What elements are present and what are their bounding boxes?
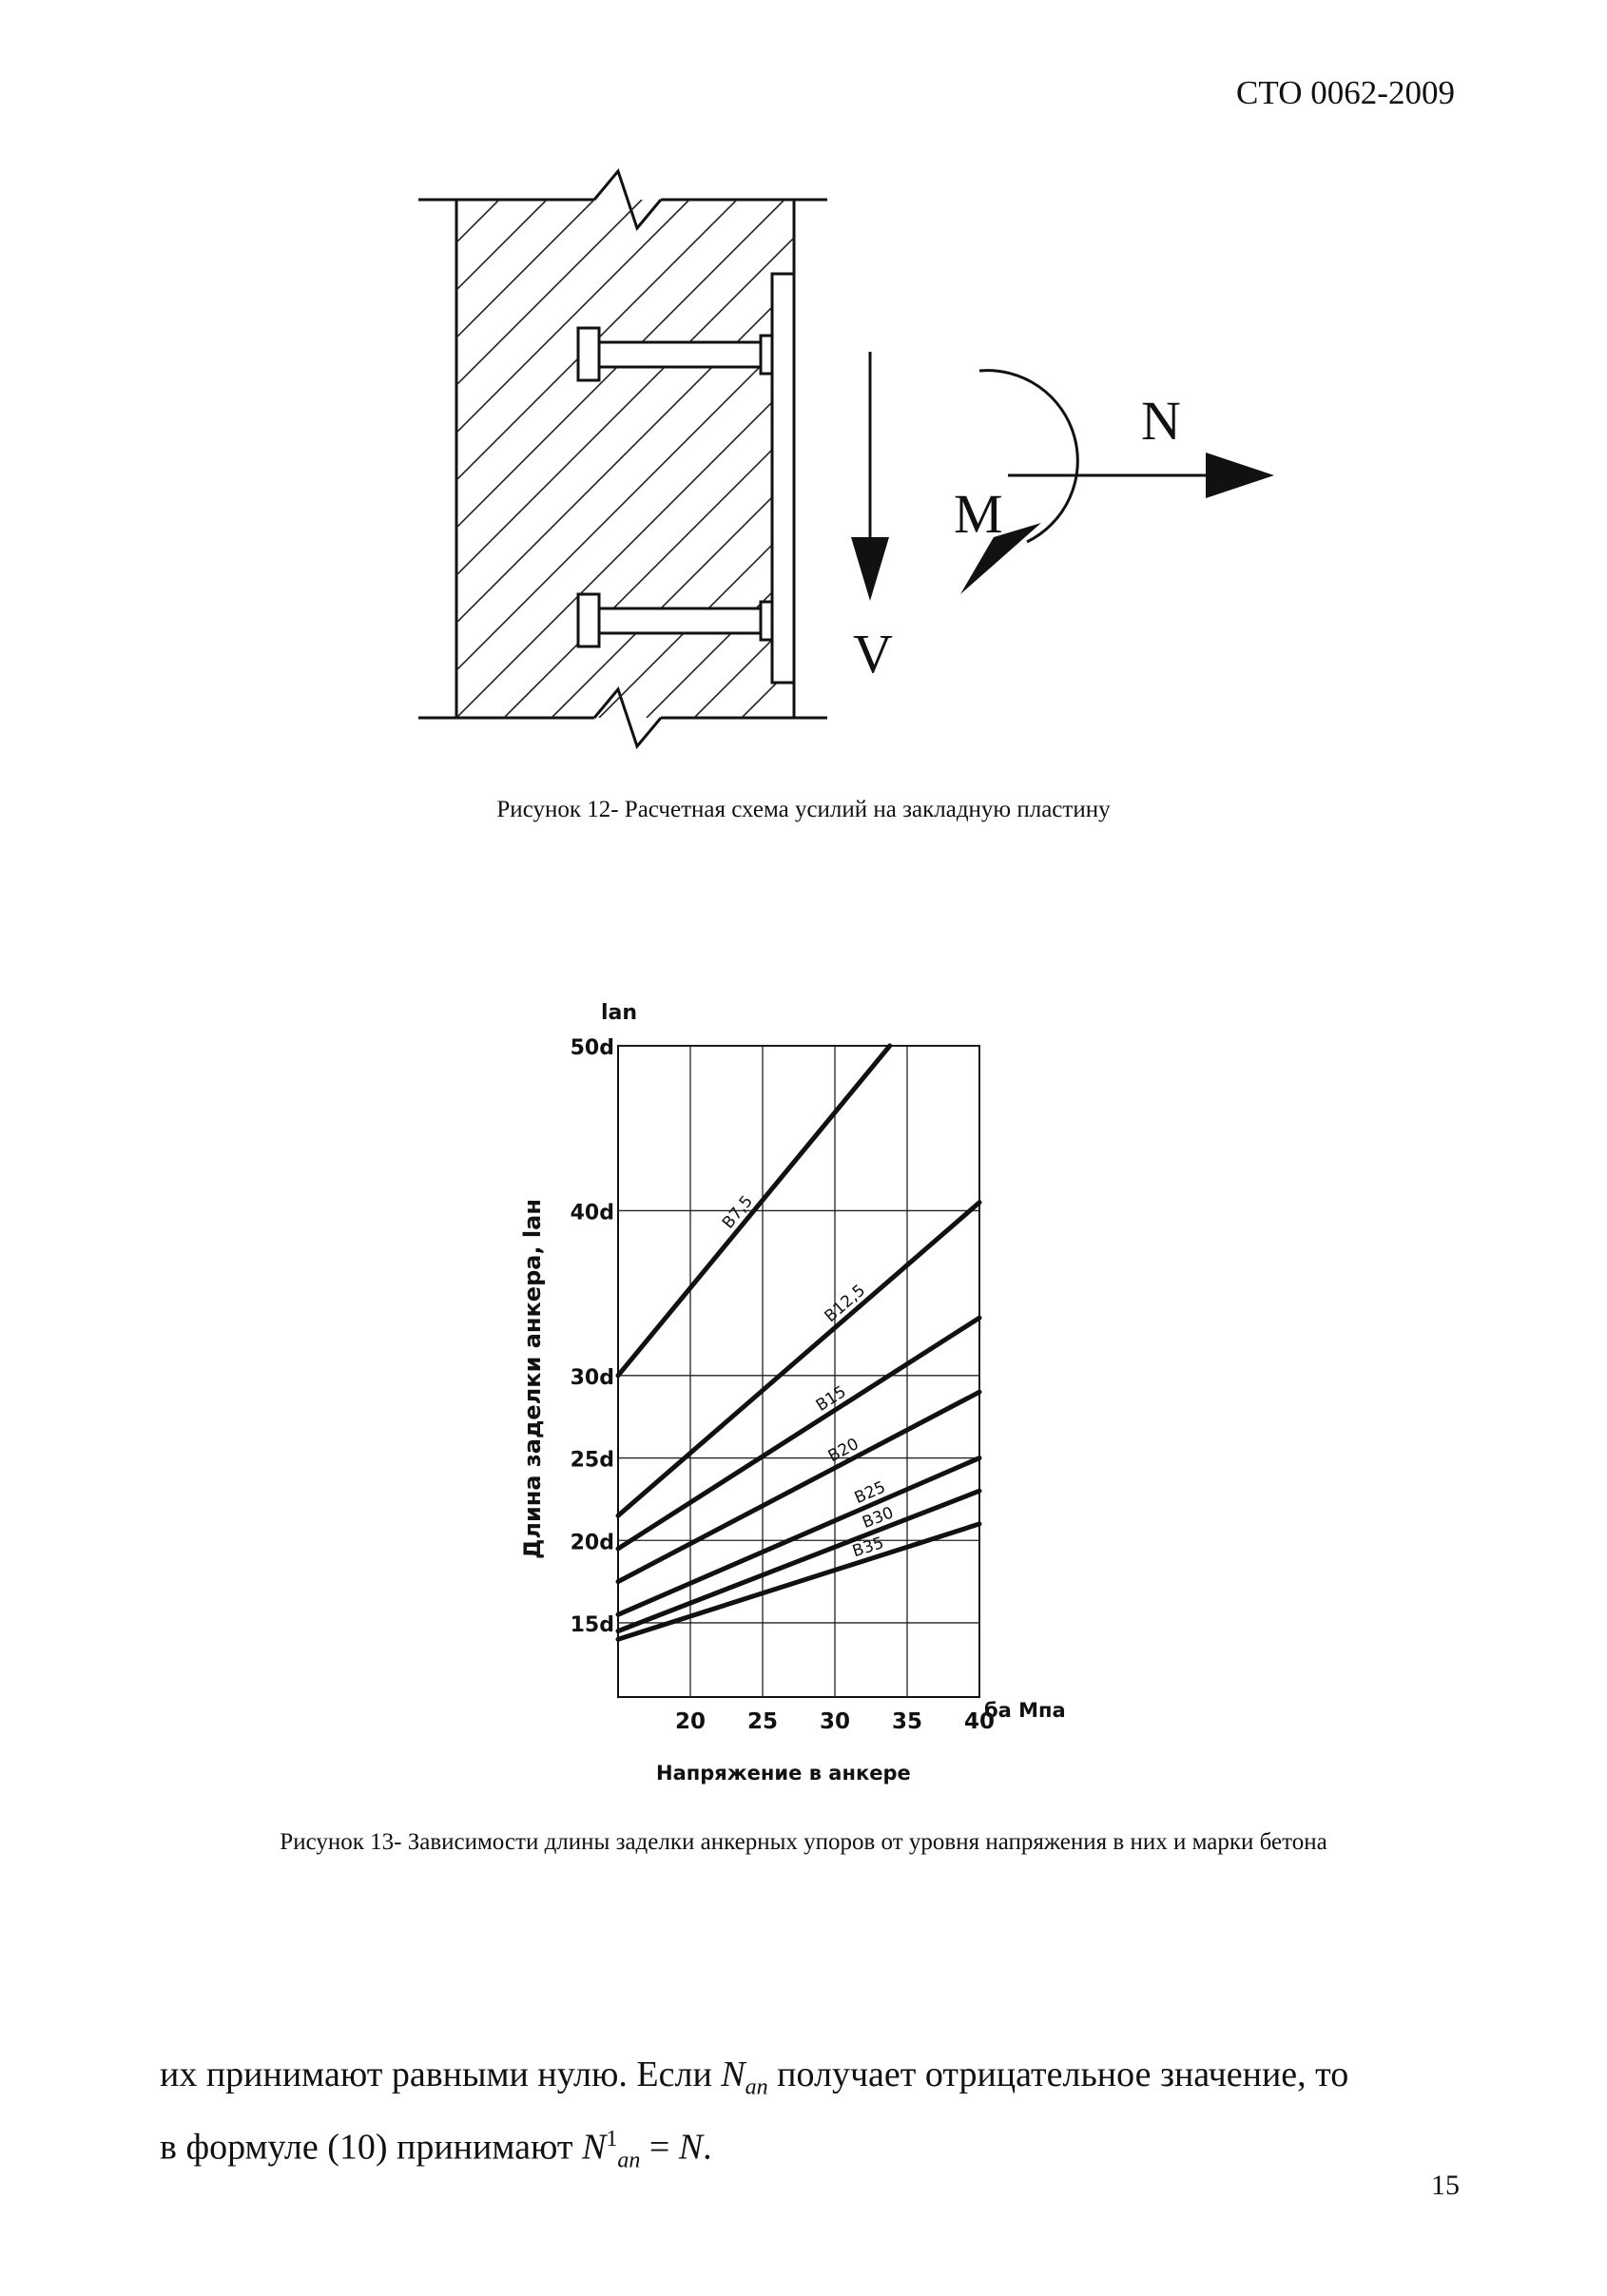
var-n-formula: N: [582, 2127, 607, 2168]
shear-force-arrow: [851, 352, 889, 601]
y-tick-label: 20d: [570, 1531, 614, 1555]
series-line: [618, 1458, 979, 1615]
page-number: 15: [1431, 2170, 1460, 2201]
ylabel: Длина заделки анкера, lан: [519, 1199, 546, 1559]
anchor-bottom: [578, 594, 772, 646]
x-unit-label: ба Мпа: [984, 1699, 1066, 1722]
var-n-result: N: [678, 2127, 704, 2168]
wall-hatching: [409, 200, 1260, 718]
body-line-1: [160, 2049, 1491, 2113]
y-tick-label: 50d: [570, 1036, 614, 1060]
document-code: СТО 0062-2009: [1236, 74, 1455, 111]
var-n: N: [721, 2055, 745, 2094]
figure-12-diagram: [409, 162, 1284, 780]
series-label: B35: [850, 1534, 886, 1562]
x-tick-label: 40: [963, 1709, 996, 1734]
chart-grid: [618, 1046, 979, 1697]
text-fragment: получает отрицательное значение, то: [767, 2055, 1349, 2094]
label-n: N: [1141, 390, 1181, 452]
xlabel: Напряжение в анкере: [656, 1762, 911, 1785]
series-label: B30: [860, 1503, 897, 1534]
label-v: V: [853, 623, 893, 685]
normal-force-arrow: [1008, 453, 1274, 498]
label-m: M: [954, 483, 1003, 545]
y-tick-label: 15d: [570, 1612, 614, 1637]
sup-1: 1: [606, 2126, 618, 2151]
sub-an: an: [745, 2074, 768, 2100]
period: .: [703, 2127, 712, 2168]
chart-labels: [571, 1036, 995, 1734]
x-tick-label: 20: [674, 1709, 707, 1734]
body-paragraph: [160, 2049, 1491, 2186]
y-axis-symbol: lan: [601, 1001, 638, 1025]
figure-13-chart: [494, 989, 1084, 1787]
figure-12-caption: Рисунок 12- Расчетная схема усилий на закладную пластину: [496, 797, 1111, 822]
y-tick-label: 30d: [570, 1365, 614, 1390]
text-fragment: в формуле (10) принимают: [160, 2127, 582, 2168]
equals: =: [640, 2127, 679, 2168]
plot-frame: [618, 1046, 979, 1697]
x-tick-label: 25: [746, 1709, 779, 1734]
text-fragment: их принимают равными нулю. Если: [160, 2055, 722, 2094]
embed-plate: [772, 274, 794, 683]
series-label: B15: [812, 1382, 850, 1416]
figure-13-caption: Рисунок 13- Зависимости длины заделки анкерных упоров от уровня напряжения в них и марки бетона: [280, 1829, 1327, 1855]
series-label: B20: [824, 1434, 862, 1467]
series-line: [618, 1392, 979, 1581]
series-label: B7,5: [718, 1191, 757, 1233]
y-axis-title: [519, 1199, 546, 1559]
series-line: [618, 1524, 979, 1639]
series-line: [618, 1203, 979, 1515]
body-line-2: [160, 2113, 1491, 2186]
x-tick-label: 30: [819, 1709, 851, 1734]
y-tick-label: 25d: [570, 1448, 614, 1473]
series-label: B25: [851, 1477, 889, 1509]
chart-series: [618, 1046, 979, 1639]
sub-an-formula: an: [617, 2147, 641, 2172]
y-tick-label: 40d: [570, 1201, 614, 1225]
x-tick-label: 35: [891, 1709, 923, 1734]
series-label: B12,5: [821, 1281, 870, 1327]
concrete-wall: [409, 171, 1260, 746]
